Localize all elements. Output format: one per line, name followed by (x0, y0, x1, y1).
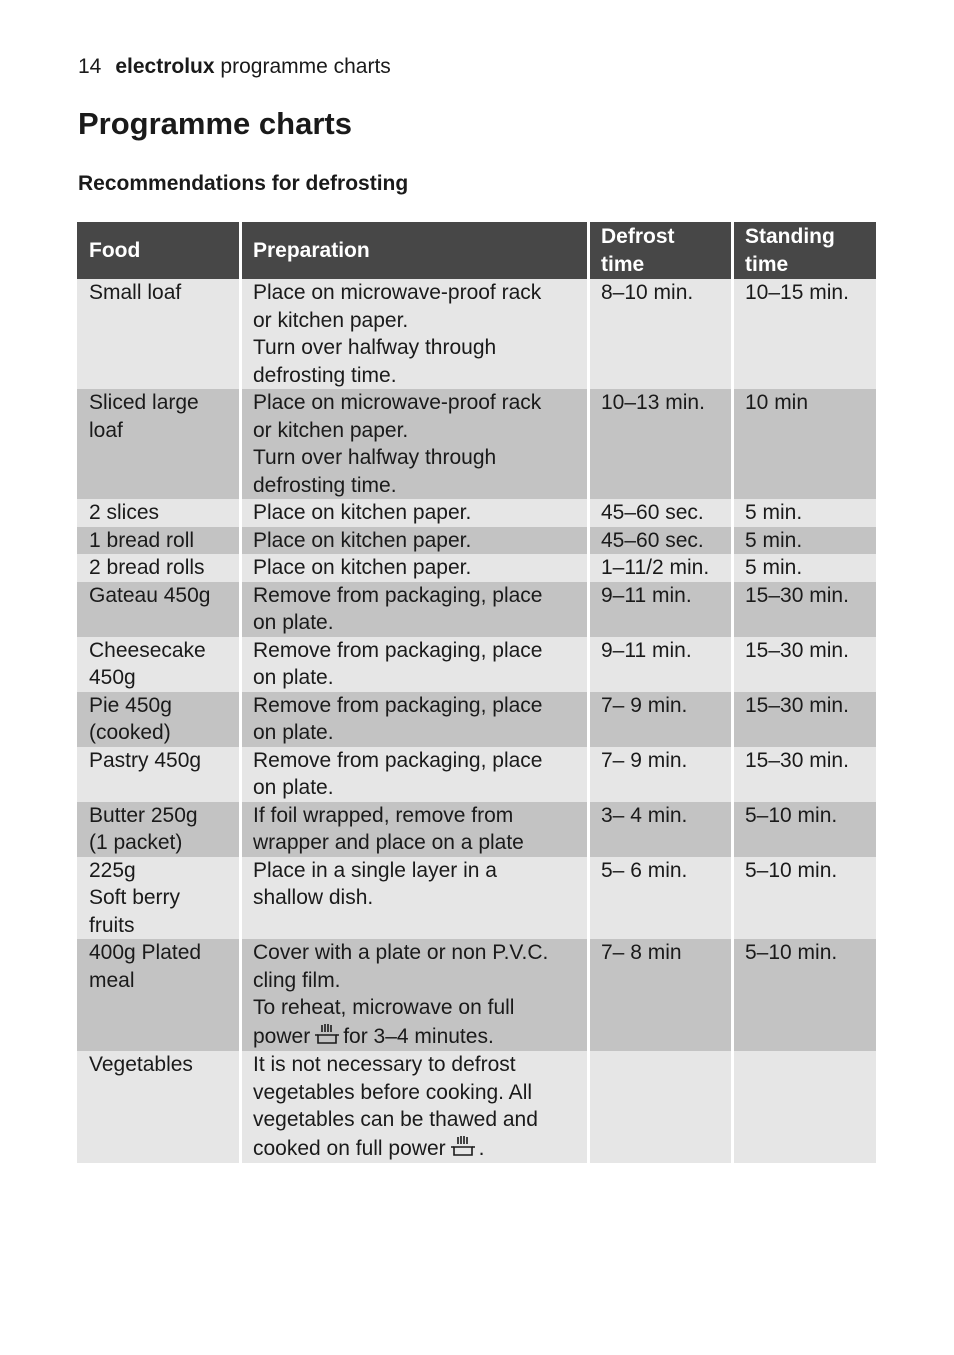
defrost-time-cell: 8–10 min. (587, 279, 731, 389)
column-header-preparation: Preparation (239, 222, 587, 279)
standing-time-cell: 5 min. (731, 554, 876, 582)
table-row (77, 582, 876, 637)
table-row (77, 499, 876, 527)
food-cell: Small loaf (77, 279, 239, 389)
page-title: Programme charts (78, 106, 352, 141)
food-cell: Butter 250g (1 packet) (77, 802, 239, 857)
food-cell: Gateau 450g (77, 582, 239, 637)
standing-time-cell: 15–30 min. (731, 692, 876, 747)
microwave-full-power-icon (450, 1134, 476, 1158)
microwave-full-power-icon (314, 1022, 340, 1046)
column-header-defrost-time: Defrost time (587, 222, 731, 279)
food-cell: Sliced large loaf (77, 389, 239, 499)
standing-time-cell: 5–10 min. (731, 802, 876, 857)
column-header-standing-time: Standing time (731, 222, 876, 279)
preparation-cell: Place on microwave-proof rack or kitchen paper. Turn over halfway through defrosting time. (239, 389, 587, 499)
defrost-time-cell: 10–13 min. (587, 389, 731, 499)
running-section-name: programme charts (220, 55, 391, 78)
preparation-cell: If foil wrapped, remove from wrapper and place on a plate (239, 802, 587, 857)
table-row (77, 389, 876, 499)
column-header-food: Food (77, 222, 239, 279)
table-row (77, 637, 876, 692)
defrost-time-cell: 7– 8 min (587, 939, 731, 1051)
page-number: 14 (78, 55, 102, 78)
defrost-time-cell: 45–60 sec. (587, 499, 731, 527)
preparation-cell: Place on kitchen paper. (239, 527, 587, 555)
food-cell: 400g Plated meal (77, 939, 239, 1051)
food-cell: Vegetables (77, 1051, 239, 1163)
defrost-time-cell: 7– 9 min. (587, 747, 731, 802)
defrost-time-cell: 9–11 min. (587, 637, 731, 692)
defrost-time-cell: 9–11 min. (587, 582, 731, 637)
defrost-time-cell: 45–60 sec. (587, 527, 731, 555)
standing-time-cell: 15–30 min. (731, 637, 876, 692)
food-cell: Pastry 450g (77, 747, 239, 802)
brand-name: electrolux (115, 55, 215, 78)
table-row (77, 554, 876, 582)
table-row (77, 802, 876, 857)
preparation-cell: It is not necessary to defrost vegetables before cooking. All vegetables can be thawed and cooked on full power . (239, 1051, 587, 1163)
preparation-cell: Cover with a plate or non P.V.C. cling film. To reheat, microwave on full power for 3–4 minutes. (239, 939, 587, 1051)
table-row (77, 747, 876, 802)
defrost-time-cell (587, 1051, 731, 1163)
standing-time-cell: 10 min (731, 389, 876, 499)
table-row (77, 279, 876, 389)
standing-time-cell: 15–30 min. (731, 747, 876, 802)
defrost-time-cell: 1–11/2 min. (587, 554, 731, 582)
food-cell: 2 slices (77, 499, 239, 527)
standing-time-cell: 5 min. (731, 527, 876, 555)
defrost-table (77, 222, 876, 1163)
table-row (77, 939, 876, 1051)
preparation-cell: Remove from packaging, place on plate. (239, 692, 587, 747)
food-cell: 225g Soft berry fruits (77, 857, 239, 940)
standing-time-cell (731, 1051, 876, 1163)
defrost-time-cell: 7– 9 min. (587, 692, 731, 747)
running-header (78, 53, 391, 81)
table-row (77, 692, 876, 747)
standing-time-cell: 5–10 min. (731, 939, 876, 1051)
standing-time-cell: 10–15 min. (731, 279, 876, 389)
preparation-cell: Remove from packaging, place on plate. (239, 637, 587, 692)
preparation-cell: Place in a single layer in a shallow dish. (239, 857, 587, 940)
table-row (77, 1051, 876, 1163)
food-cell: Pie 450g (cooked) (77, 692, 239, 747)
preparation-cell: Remove from packaging, place on plate. (239, 747, 587, 802)
food-cell: Cheesecake 450g (77, 637, 239, 692)
food-cell: 2 bread rolls (77, 554, 239, 582)
table-row (77, 857, 876, 940)
food-cell: 1 bread roll (77, 527, 239, 555)
standing-time-cell: 5–10 min. (731, 857, 876, 940)
preparation-cell: Place on kitchen paper. (239, 499, 587, 527)
section-title: Recommendations for defrosting (78, 172, 409, 195)
defrost-time-cell: 3– 4 min. (587, 802, 731, 857)
preparation-cell: Remove from packaging, place on plate. (239, 582, 587, 637)
standing-time-cell: 5 min. (731, 499, 876, 527)
table-header-row (77, 222, 876, 279)
defrost-time-cell: 5– 6 min. (587, 857, 731, 940)
standing-time-cell: 15–30 min. (731, 582, 876, 637)
preparation-cell: Place on kitchen paper. (239, 554, 587, 582)
preparation-cell: Place on microwave-proof rack or kitchen paper. Turn over halfway through defrosting time. (239, 279, 587, 389)
table-row (77, 527, 876, 555)
